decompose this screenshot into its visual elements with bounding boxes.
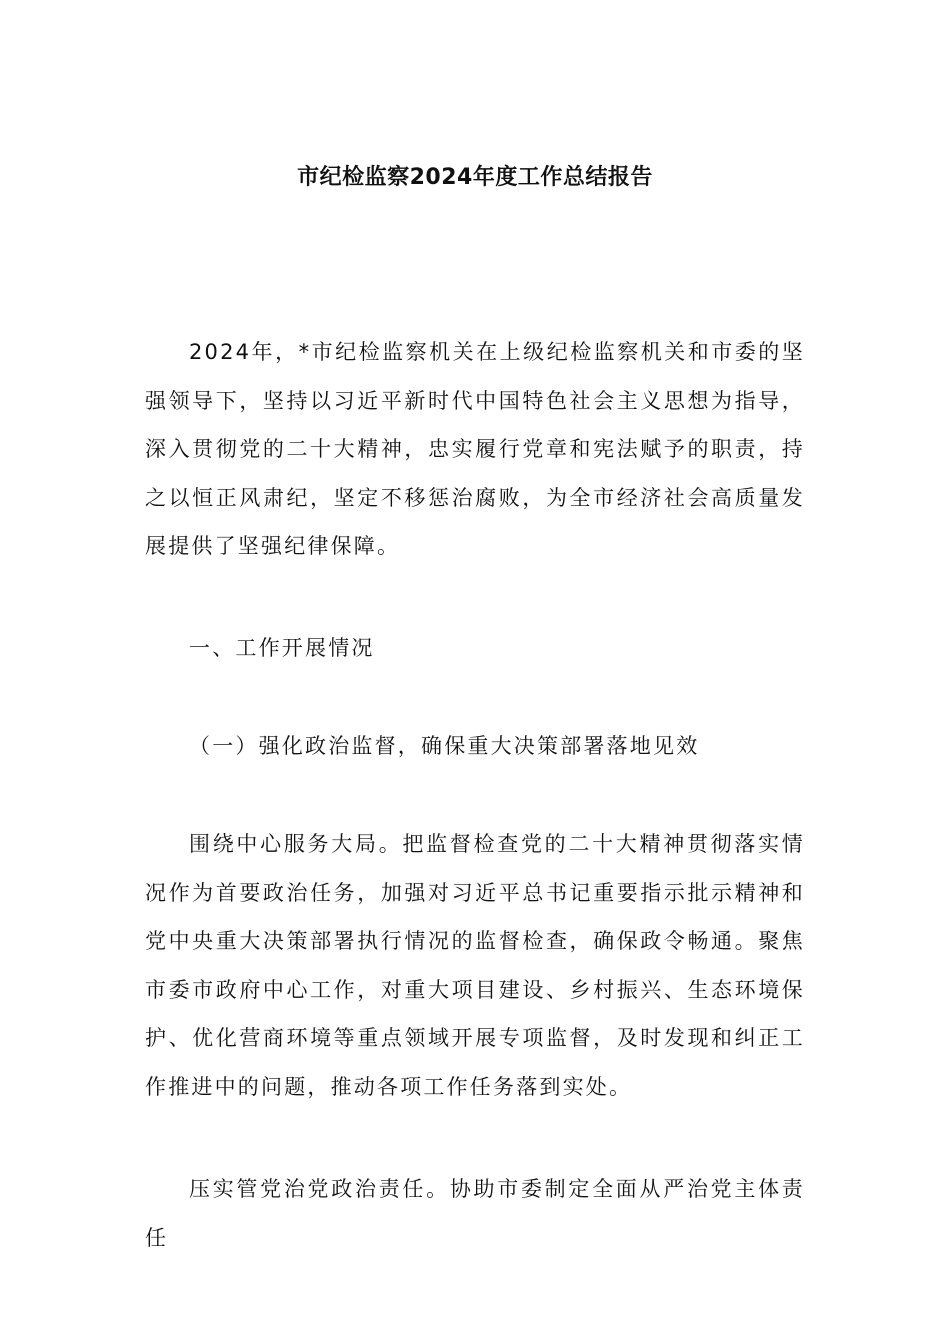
section-heading-block [145,624,805,673]
document-title: 市纪检监察2024年度工作总结报告 [297,165,653,190]
body-paragraph-2: 压实管党治党政治责任。协助市委制定全面从严治党主体责任 [145,1177,805,1250]
intro-paragraph: 2024年，*市纪检监察机关在上级纪检监察机关和市委的坚强领导下，坚持以习近平新时代中国特色社会主义思想为指导，深入贯彻党的二十大精神，忠实履行党章和宪法赋予的职责，持之以恒正风肃纪，坚定不移惩治腐败，为全市经济社会高质量发展提供了坚强纪律保障。 [145,340,805,558]
intro-block [145,328,805,571]
body-block-2 [145,1165,805,1262]
subsection-heading-block [145,722,805,771]
section-heading: 一、工作开展情况 [189,636,375,660]
body-paragraph-1: 围绕中心服务大局。把监督检查党的二十大精神贯彻落实情况作为首要政治任务，加强对习近平总书记重要指示批示精神和党中央重大决策部署执行情况的监督检查，确保政令畅通。聚焦市委市政府中心工作，对重大项目建设、乡村振兴、生态环境保护、优化营商环境等重点领域开展专项监督，及时发现和纠正工作推进中的问题，推动各项工作任务落到实处。 [145,832,805,1099]
subsection-heading: （一）强化政治监督，确保重大决策部署落地见效 [189,734,700,758]
body-block-1 [145,820,805,1111]
